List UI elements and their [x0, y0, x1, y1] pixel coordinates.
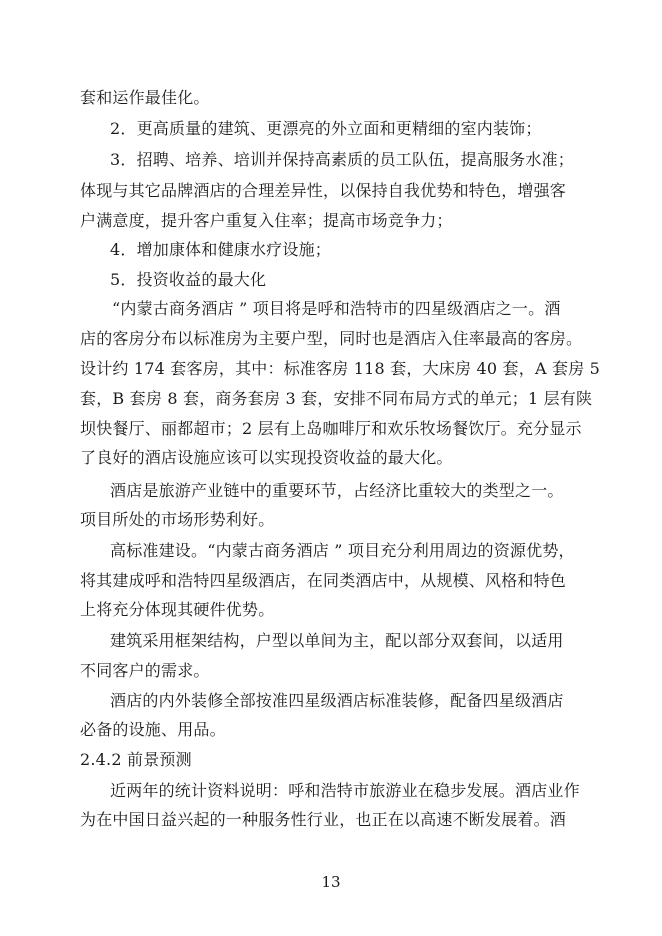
paragraph-line: 套，B 套房 8 套，商务套房 3 套，安排不同布局方式的单元；1 层有陕	[80, 389, 593, 408]
paragraph-line: 为在中国日益兴起的一种服务性行业，也正在以高速不断发展着。酒	[80, 810, 567, 829]
paragraph-line: 必备的设施、用品。	[80, 720, 226, 739]
paragraph-line: “内蒙古商务酒店 ” 项目将是呼和浩特市的四星级酒店之一。酒	[112, 299, 561, 318]
paragraph-line: 设计约 174 套客房，其中：标准客房 118 套，大床房 40 套，A 套房 5	[80, 359, 601, 378]
paragraph-line: 不同客户的需求。	[80, 661, 210, 680]
list-item-5: 5．投资收益的最大化	[110, 270, 267, 289]
paragraph-line: 酒店的内外装修全部按准四星级酒店标准装修，配备四星级酒店	[110, 691, 564, 710]
paragraph-line: 建筑采用框架结构，户型以单间为主，配以部分双套间，以适用	[110, 631, 564, 650]
paragraph-line: 项目所处的市场形势利好。	[80, 510, 275, 529]
paragraph-line: 近两年的统计资料说明：呼和浩特市旅游业在稳步发展。酒店业作	[110, 781, 580, 800]
paragraph-line: 套和运作最佳化。	[80, 88, 210, 107]
paragraph-line: 店的客房分布以标准房为主要户型，同时也是酒店入住率最高的客房。	[80, 329, 583, 348]
paragraph-line: 上将充分体现其硬件优势。	[80, 600, 275, 619]
paragraph-line: 了良好的酒店设施应该可以实现投资收益的最大化。	[80, 448, 453, 467]
paragraph-line: 体现与其它品牌酒店的合理差异性，以保持自我优势和特色，增强客	[80, 181, 567, 200]
paragraph-line: 户满意度，提升客户重复入住率；提高市场竞争力；	[80, 211, 453, 230]
section-heading: 2.4.2 前景预测	[80, 750, 192, 769]
paragraph-line: 高标准建设。“内蒙古商务酒店 ” 项目充分利用周边的资源优势，	[110, 541, 575, 560]
paragraph-line: 将其建成呼和浩特四星级酒店，在同类酒店中，从规模、风格和特色	[80, 571, 567, 590]
list-item-4: 4．增加康体和健康水疗设施；	[110, 240, 331, 259]
paragraph-line: 坝快餐厅、丽都超市；2 层有上岛咖啡厅和欢乐牧场餐饮厅。充分显示	[80, 419, 582, 438]
page-number: 13	[321, 873, 341, 891]
list-item-2: 2．更高质量的建筑、更漂亮的外立面和更精细的室内装饰；	[110, 119, 542, 138]
list-item-3: 3．招聘、培养、培训并保持高素质的员工队伍，提高服务水准；	[110, 150, 574, 169]
paragraph-line: 酒店是旅游产业链中的重要环节，占经济比重较大的类型之一。	[110, 481, 564, 500]
